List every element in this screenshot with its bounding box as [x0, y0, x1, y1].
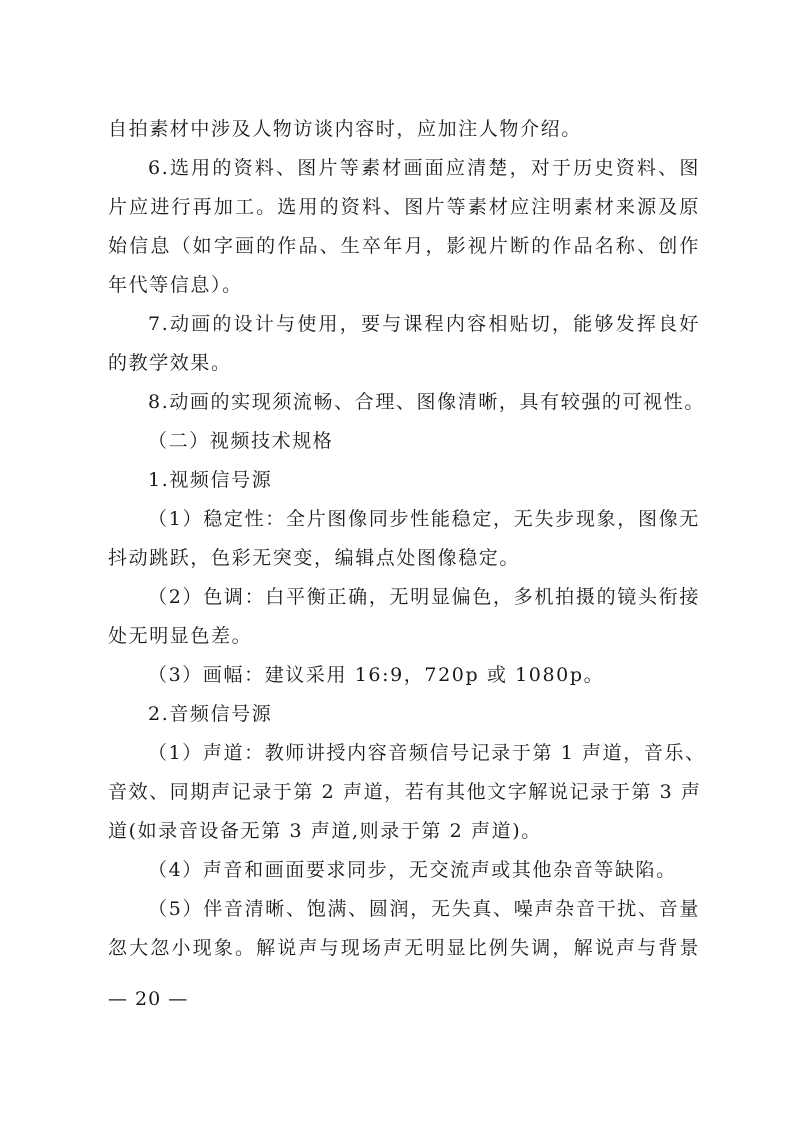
text-line: （5）伴音清晰、饱满、圆润，无失真、噪声杂音干扰、音量: [148, 898, 700, 920]
text-line: （1）稳定性：全片图像同步性能稳定，无失步现象，图像无: [148, 508, 700, 530]
text-line: （2）色调：白平衡正确，无明显偏色，多机拍摄的镜头衔接: [148, 586, 700, 608]
text-line: 6.选用的资料、图片等素材画面应清楚，对于历史资料、图: [148, 157, 700, 179]
text-line: 道(如录音设备无第 3 声道,则录于第 2 声道)。: [108, 820, 542, 842]
text-line: 8.动画的实现须流畅、合理、图像清晰，具有较强的可视性。: [148, 391, 705, 413]
text-line: 忽大忽小现象。解说声与现场声无明显比例失调，解说声与背景: [108, 937, 700, 959]
text-line: （3）画幅：建议采用 16:9，720p 或 1080p。: [148, 664, 605, 686]
text-line: 音效、同期声记录于第 2 声道，若有其他文字解说记录于第 3 声: [108, 781, 702, 803]
subsection-heading: 1.视频信号源: [148, 469, 273, 491]
text-line: 自拍素材中涉及人物访谈内容时，应加注人物介绍。: [108, 118, 582, 140]
text-line: 的教学效果。: [108, 352, 232, 374]
subsection-heading: 2.音频信号源: [148, 703, 273, 725]
text-line: 年代等信息）。: [108, 274, 243, 296]
text-line: 7.动画的设计与使用，要与课程内容相贴切，能够发挥良好: [148, 313, 700, 335]
text-line: 始信息（如字画的作品、生卒年月，影视片断的作品名称、创作: [108, 235, 700, 257]
text-line: 片应进行再加工。选用的资料、图片等素材应注明素材来源及原: [108, 196, 700, 218]
text-line: （4）声音和画面要求同步，无交流声或其他杂音等缺陷。: [148, 859, 677, 881]
page-number: — 20 —: [108, 988, 189, 1010]
text-line: 抖动跳跃，色彩无突变，编辑点处图像稳定。: [108, 547, 521, 569]
text-line: 处无明显色差。: [108, 625, 253, 647]
text-line: （1）声道：教师讲授内容音频信号记录于第 1 声道，音乐、: [148, 742, 706, 764]
section-heading: （二）视频技术规格: [148, 430, 334, 452]
